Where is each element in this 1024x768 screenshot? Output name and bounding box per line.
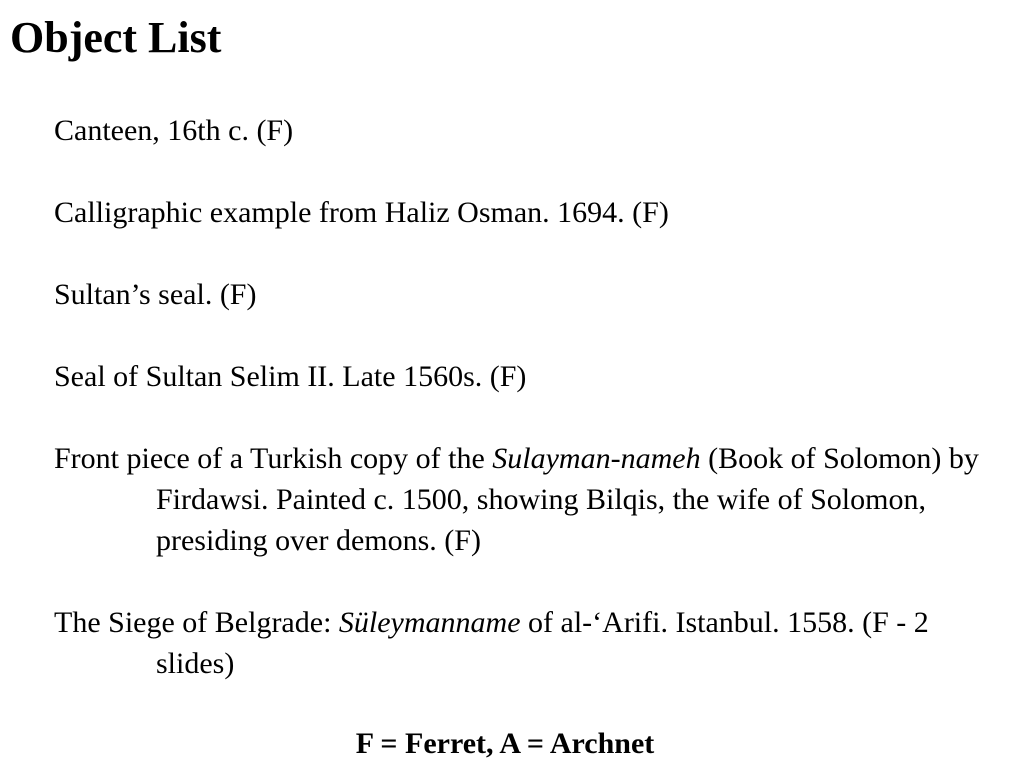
list-item — [54, 274, 984, 315]
list-item — [54, 438, 984, 561]
entry-text: Sultan’s seal. (F) — [54, 278, 257, 311]
list-item — [54, 110, 984, 151]
source-legend: F = Ferret, A = Archnet — [355, 727, 655, 760]
entry-text-after: (Book of Solomon) by Firdawsi. Painted c. 1500, showing Bilqis, the wife of Solomon, presiding over demons. (F) — [156, 442, 979, 557]
object-list — [54, 110, 984, 725]
slide-title: Object List — [10, 13, 222, 62]
entry-italic-title: Sulayman-nameh — [492, 442, 701, 475]
list-item — [54, 356, 984, 397]
list-item — [54, 602, 984, 684]
entry-text: Calligraphic example from Haliz Osman. 1694. (F) — [54, 196, 669, 229]
entry-text: Seal of Sultan Selim II. Late 1560s. (F) — [54, 360, 527, 393]
entry-text-before: The Siege of Belgrade: — [54, 606, 339, 639]
entry-text-before: Front piece of a Turkish copy of the — [54, 442, 493, 475]
entry-italic-title: Süleymanname — [338, 606, 521, 639]
entry-text-after: of al-‘Arifi. Istanbul. 1558. (F - 2 slides) — [156, 606, 929, 680]
list-item — [54, 192, 984, 233]
entry-text: Canteen, 16th c. (F) — [54, 114, 294, 147]
